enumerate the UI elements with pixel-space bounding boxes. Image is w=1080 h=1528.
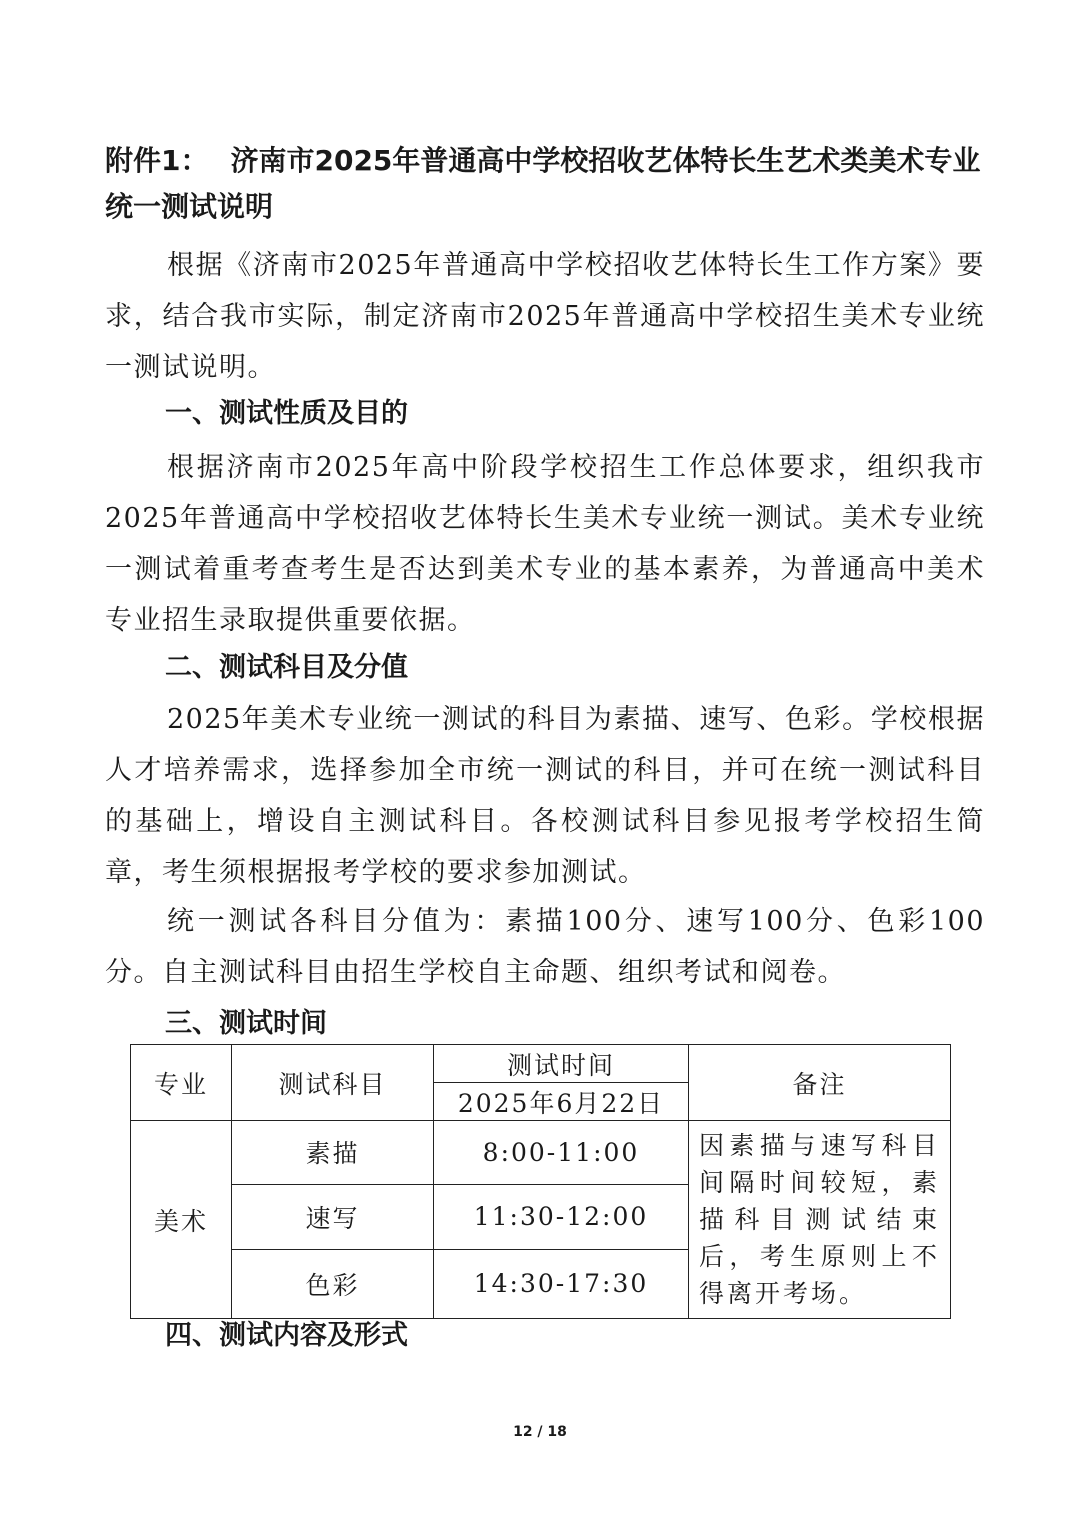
page-number: 12 / 18 bbox=[513, 1424, 567, 1440]
header-subject: 测试科目 bbox=[232, 1045, 434, 1121]
cell-subject: 素描 bbox=[232, 1121, 434, 1185]
cell-time: 14:30-17:30 bbox=[434, 1249, 689, 1318]
cell-subject: 速写 bbox=[232, 1184, 434, 1249]
section-heading-time: 三、测试时间 bbox=[165, 1008, 327, 1039]
section-heading-purpose: 一、测试性质及目的 bbox=[165, 398, 408, 429]
cell-subject: 色彩 bbox=[232, 1249, 434, 1318]
cell-note: 因素描与速写科目间隔时间较短，素描科目测试结束后，考生原则上不得离开考场。 bbox=[689, 1121, 951, 1319]
section-heading-subjects: 二、测试科目及分值 bbox=[165, 652, 408, 683]
section-heading-content: 四、测试内容及形式 bbox=[165, 1320, 408, 1351]
schedule-table bbox=[130, 1044, 951, 1319]
attachment-label: 附件1： bbox=[105, 144, 209, 177]
cell-time: 11:30-12:00 bbox=[434, 1184, 689, 1249]
cell-major: 美术 bbox=[131, 1121, 232, 1319]
scores-paragraph: 统一测试各科目分值为：素描100分、速写100分、色彩100分。自主测试科目由招生学校自主命题、组织考试和阅卷。 bbox=[105, 906, 985, 988]
purpose-paragraph: 根据济南市2025年高中阶段学校招生工作总体要求，组织我市2025年普通高中学校招收艺体特长生美术专业统一测试。美术专业统一测试着重考查考生是否达到美术专业的基本素养，为普通高中美术专业招生录取提供重要依据。 bbox=[105, 452, 985, 636]
table-row bbox=[131, 1121, 951, 1185]
document-title bbox=[105, 138, 985, 230]
header-date: 2025年6月22日 bbox=[434, 1083, 689, 1121]
intro-paragraph: 根据《济南市2025年普通高中学校招收艺体特长生工作方案》要求，结合我市实际，制定济南市2025年普通高中学校招生美术专业统一测试说明。 bbox=[105, 250, 985, 383]
title-text: 济南市2025年普通高中学校招收艺体特长生艺术类美术专业统一测试说明 bbox=[105, 144, 981, 223]
header-time: 测试时间 bbox=[434, 1045, 689, 1083]
cell-time: 8:00-11:00 bbox=[434, 1121, 689, 1185]
header-major: 专业 bbox=[131, 1045, 232, 1121]
subjects-paragraph: 2025年美术专业统一测试的科目为素描、速写、色彩。学校根据人才培养需求，选择参加全市统一测试的科目，并可在统一测试科目的基础上，增设自主测试科目。各校测试科目参见报考学校招生简章，考生须根据报考学校的要求参加测试。 bbox=[105, 704, 985, 888]
table-header-row bbox=[131, 1045, 951, 1083]
header-note: 备注 bbox=[689, 1045, 951, 1121]
